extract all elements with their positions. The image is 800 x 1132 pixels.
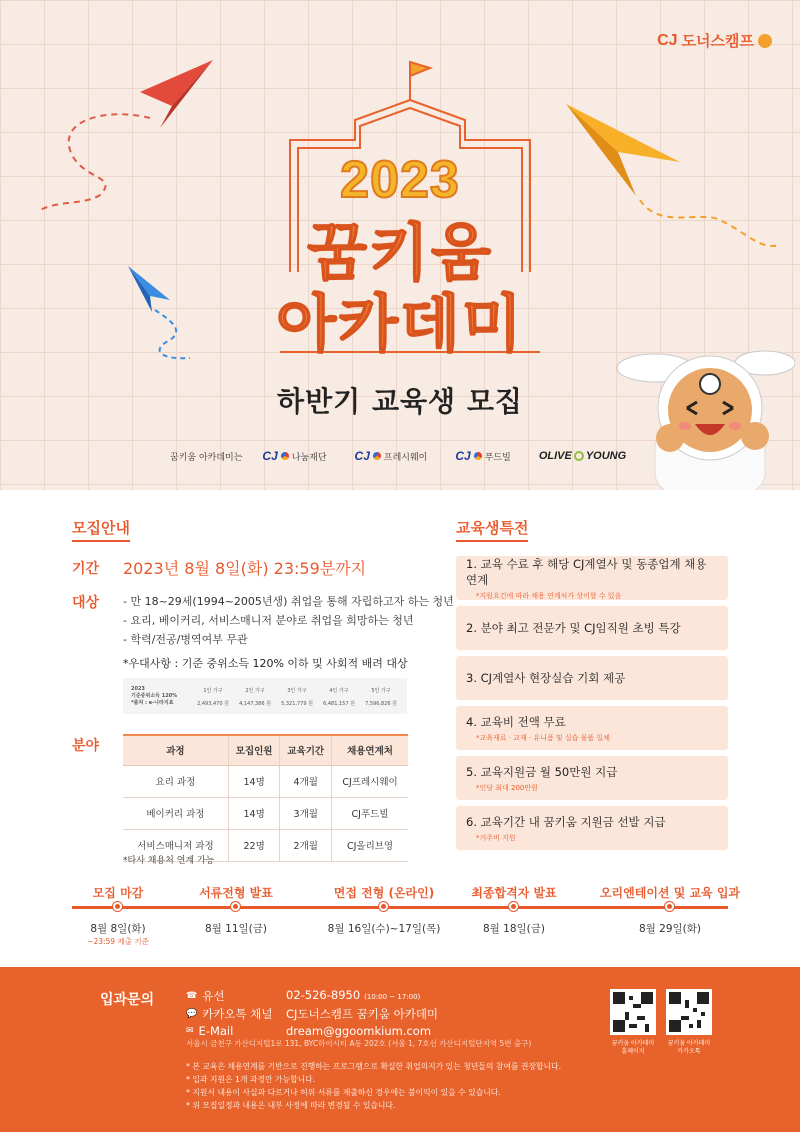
qr-label-kakao: 꿈키움 아카데미 카카오톡 bbox=[667, 1040, 711, 1055]
year-title: 2023 bbox=[340, 151, 460, 209]
phone-icon: ☎ bbox=[186, 991, 198, 1001]
benefit-item: 2. 분야 최고 전문가 및 CJ임직원 초빙 특강 bbox=[456, 606, 728, 650]
footer-title: 입과문의 bbox=[100, 992, 155, 1008]
cj-dot-icon bbox=[281, 452, 289, 460]
income-header: 5인 가구 bbox=[371, 688, 391, 694]
timeline-date: 8월 8일(화) ~23:59 제출 기준 bbox=[87, 923, 149, 946]
table-row: 베이커리 과정 14명 3개월 CJ푸드빌 bbox=[123, 797, 408, 829]
benefit-item: 4. 교육비 전액 무료 *교육재료 · 교재 · 유니폼 및 실습 물품 일체 bbox=[456, 706, 728, 750]
cj-dot-icon bbox=[373, 452, 381, 460]
table-row: 요리 과정 14명 4개월 CJ프레시웨이 bbox=[123, 765, 408, 797]
benefit-item: 6. 교육기간 내 꿈키움 지원금 선발 지급 *거주비 지원 bbox=[456, 806, 728, 850]
field-label: 분야 bbox=[72, 738, 100, 754]
income-value: 4,147,386 원 bbox=[239, 701, 271, 707]
timeline-date: 8월 16일(수)~17일(목) bbox=[327, 923, 441, 935]
timeline-line bbox=[72, 906, 728, 909]
preference-note: *우대사항 : 기준 중위소득 120% 이하 및 사회적 배려 대상 bbox=[123, 657, 408, 670]
title-line1: 꿈키움 bbox=[307, 216, 493, 289]
income-header: 4인 가구 bbox=[329, 688, 349, 694]
page-subtitle: 하반기 교육생 모집 bbox=[277, 385, 523, 418]
target-list bbox=[123, 592, 454, 649]
email-link[interactable]: dream@ggoomkium.com bbox=[286, 1024, 432, 1038]
mail-icon: ✉ bbox=[186, 1026, 194, 1036]
period-value: 2023년 8월 8일(화) 23:59분까지 bbox=[123, 559, 367, 578]
hero-banner bbox=[0, 0, 800, 490]
contact-row-kakao: 💬 카카오톡 채널 CJ도너스캠프 꿈키움 아카데미 bbox=[186, 1007, 439, 1021]
notice-list bbox=[186, 1060, 561, 1112]
logo-dot-icon bbox=[758, 34, 772, 48]
list-item: * 입과 지원은 1개 과정만 가능합니다. bbox=[186, 1075, 316, 1084]
timeline-date: 8월 18일(금) bbox=[482, 923, 545, 935]
timeline-dot bbox=[665, 902, 674, 911]
benefit-item: 3. CJ계열사 현장실습 기회 제공 bbox=[456, 656, 728, 700]
income-value: 2,493,470 원 bbox=[197, 701, 229, 707]
income-value: 6,481,157 원 bbox=[323, 701, 355, 707]
list-item: * 지원서 내용이 사실과 다르거나 허위 서류를 제출하신 경우에는 불이익이 있을 수 있습니다. bbox=[186, 1088, 501, 1097]
income-header: 3인 가구 bbox=[287, 688, 307, 694]
partner-olive-young: OLIVE YOUNG bbox=[538, 450, 627, 462]
list-item: - 요리, 베이커리, 서비스매니저 분야로 취업을 희망하는 청년 bbox=[123, 614, 414, 627]
timeline-date: 8월 11일(금) bbox=[204, 923, 267, 935]
phone-number[interactable]: 02-526-8950 (10:00 ~ 17:00) bbox=[286, 988, 421, 1002]
title-line2: 아카데미 bbox=[276, 287, 524, 360]
list-item: * 위 모집일정과 내용은 내부 사정에 따라 변경될 수 있습니다. bbox=[186, 1101, 396, 1110]
contact-footer bbox=[0, 967, 800, 1132]
target-label: 대상 bbox=[72, 595, 100, 611]
chat-icon: 💬 bbox=[186, 1009, 198, 1019]
benefit-item: 5. 교육지원금 월 50만원 지급 *인당 최대 200만원 bbox=[456, 756, 728, 800]
list-item: * 본 교육은 채용연계를 기반으로 진행하는 프로그램으로 확실한 취업의지가 있는 청년들의 참여를 권장합니다. bbox=[186, 1062, 562, 1071]
timeline-step: 모집 마감 bbox=[92, 886, 144, 900]
timeline-dot bbox=[113, 902, 122, 911]
period-label: 기간 bbox=[72, 561, 100, 577]
qr-code-homepage-icon[interactable] bbox=[610, 989, 656, 1035]
list-item: - 학력/전공/병역여부 무관 bbox=[123, 633, 248, 646]
income-value: 7,596,826 원 bbox=[365, 701, 397, 707]
table-row: 서비스매니저 과정 22명 2개월 CJ올리브영 bbox=[123, 829, 408, 861]
timeline-dot bbox=[231, 902, 240, 911]
qr-label-homepage: 꿈키움 아카데미 홈페이지 bbox=[611, 1040, 655, 1055]
income-table: 2023 기준중위소득 120% *출처 : e-나라지표 1인 가구 2인 가구 3인 가구 4인 가구 5인 가구 2,493,470 원 4,147,386 원 5,321,779 원 6,481,157 원 7,596,826 원 bbox=[123, 678, 407, 714]
recruit-heading: 모집안내 bbox=[72, 517, 130, 542]
contact-row-phone: ☎ 유선 02-526-8950 (10:00 ~ 17:00) bbox=[186, 987, 438, 1006]
olive-leaf-icon bbox=[574, 451, 584, 461]
timeline-step: 최종합격자 발표 bbox=[471, 886, 557, 900]
timeline-step: 서류전형 발표 bbox=[199, 886, 273, 900]
qr-code-kakao-icon[interactable] bbox=[666, 989, 712, 1035]
timeline-date: 8월 29일(화) bbox=[638, 923, 701, 935]
fields-table bbox=[123, 734, 408, 862]
timeline-dot bbox=[379, 902, 388, 911]
table-header-row: 과정 모집인원 교육기간 채용연계처 bbox=[123, 735, 408, 765]
cj-dot-icon bbox=[474, 452, 482, 460]
kakao-channel[interactable]: CJ도너스캠프 꿈키움 아카데미 bbox=[286, 1007, 439, 1021]
contact-row-email: ✉ E-Mail dream@ggoomkium.com bbox=[186, 1024, 432, 1038]
cj-donorscamp-logo: CJ 도너스캠프 bbox=[657, 30, 772, 51]
address: 서울시 금천구 가산디지털1로 131, BYC하이시티 A동 202호 (서울 1, 7호선 가산디지털단지역 5번 출구) bbox=[186, 1039, 532, 1048]
income-header: 1인 가구 bbox=[203, 688, 223, 694]
benefits-heading: 교육생특전 bbox=[456, 517, 528, 542]
income-header: 2인 가구 bbox=[245, 688, 265, 694]
timeline-step: 면접 전형 (온라인) bbox=[333, 886, 435, 900]
partner-cj-foodville: CJ 푸드빌 bbox=[455, 449, 511, 463]
benefits-list bbox=[456, 556, 728, 856]
timeline-dot bbox=[509, 902, 518, 911]
fields-note: *타사 채용처 연계 가능 bbox=[123, 856, 215, 866]
mascot-character-icon bbox=[615, 328, 795, 490]
contact-list bbox=[186, 987, 438, 1040]
benefit-item: 1. 교육 수료 후 해당 CJ계열사 및 동종업계 채용 연계 *지원요건에 따라 채용 연계처가 상이할 수 있음 bbox=[456, 556, 728, 600]
list-item: - 만 18~29세(1994~2005년생) 취업을 통해 자립하고자 하는 청년 bbox=[123, 595, 454, 608]
partner-cj-nanum: CJ 나눔재단 bbox=[262, 449, 327, 463]
partners-row: 꿈키움 아카데미는 CJ 나눔재단 CJ 프레시웨이 CJ 푸드빌 OLIVE YOUNG bbox=[170, 449, 627, 463]
timeline-step: 오리엔테이션 및 교육 입과 bbox=[599, 886, 741, 900]
flag-icon bbox=[410, 62, 430, 76]
income-value: 5,321,779 원 bbox=[281, 701, 313, 707]
partner-cj-freshway: CJ 프레시웨이 bbox=[354, 449, 428, 463]
red-paper-plane-icon bbox=[140, 60, 213, 106]
